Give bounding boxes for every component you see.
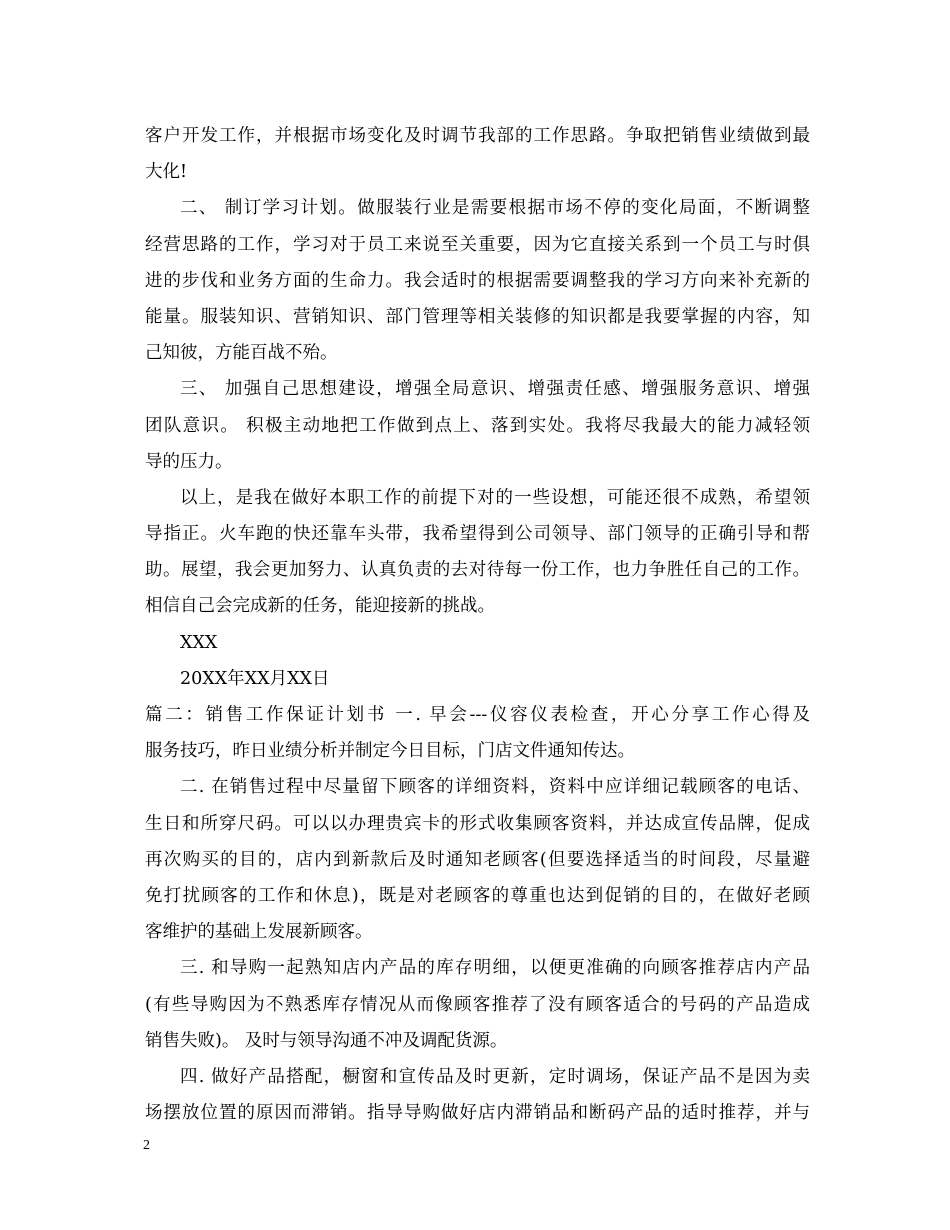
text-line: 能量。服装知识、营销知识、部门管理等相关装修的知识都是我要掌握的内容，知 (145, 306, 810, 327)
text-line: 四. 做好产品搭配，橱窗和宣传品及时更新，定时调场，保证产品不是因为卖 (180, 1066, 810, 1087)
text-line: 免打扰顾客的工作和休息)，既是对老顾客的尊重也达到促销的目的，在做好老顾 (145, 885, 810, 906)
text-line: 场摆放位置的原因而滞销。指导导购做好店内滞销品和断码产品的适时推荐，并与 (145, 1103, 810, 1124)
text-line: 进的步伐和业务方面的生命力。我会适时的根据需要调整我的学习方向来补充新的 (145, 270, 810, 291)
text-line: 导的压力。 (145, 451, 233, 472)
text-line: 助。展望，我会更加努力、认真负责的去对待每一份工作，也力争胜任自己的工作。 (145, 560, 810, 581)
page-number: 2 (143, 1138, 150, 1153)
text-line: (有些导购因为不熟悉库存情况从而像顾客推荐了没有顾客适合的号码的产品造成 (145, 994, 810, 1015)
document-body (145, 118, 810, 1131)
signature-name: XXX (180, 632, 218, 653)
section-heading-line: 三、 加强自己思想建设，增强全局意识、增强责任感、增强服务意识、增强 (180, 379, 810, 400)
text-line: 生日和所穿尺码。可以以办理贵宾卡的形式收集顾客资料，并达成宣传品牌，促成 (145, 813, 810, 834)
section-title-line: 篇二：销售工作保证计划书 一. 早会---仪容仪表检查，开心分享工作心得及 (145, 705, 810, 725)
text-line: 客户开发工作，并根据市场变化及时调节我部的工作思路。争取把销售业绩做到最 (145, 126, 810, 146)
text-line: 再次购买的目的，店内到新款后及时通知老顾客(但要选择适当的时间段，尽量避 (145, 849, 810, 870)
text-line: 经营思路的工作，学习对于员工来说至关重要，因为它直接关系到一个员工与时俱 (145, 234, 810, 255)
text-line: 团队意识。 积极主动地把工作做到点上、落到实处。我将尽我最大的能力减轻领 (145, 415, 810, 436)
section-heading-line: 二、 制订学习计划。做服装行业是需要根据市场不停的变化局面，不断调整 (180, 198, 810, 219)
text-line: 己知彼，方能百战不殆。 (145, 343, 338, 364)
text-line: 导指正。火车跑的快还靠车头带，我希望得到公司领导、部门领导的正确引导和帮 (145, 524, 810, 545)
text-line: 服务技巧，昨日业绩分析并制定今日目标，门店文件通知传达。 (145, 741, 635, 762)
text-line: 相信自己会完成新的任务，能迎接新的挑战。 (145, 596, 495, 617)
text-line: 客维护的基础上发展新顾客。 (145, 922, 373, 943)
text-line: 二. 在销售过程中尽量留下顾客的详细资料，资料中应详细记载顾客的电话、 (180, 777, 810, 798)
text-line: 销售失败)。 及时与领导沟通不冲及调配货源。 (145, 1030, 508, 1051)
signature-date: 20XX年XX月XX日 (180, 668, 330, 689)
text-line: 以上，是我在做好本职工作的前提下对的一些设想，可能还很不成熟，希望领 (180, 487, 810, 508)
text-line: 大化! (145, 162, 188, 183)
text-line: 三. 和导购一起熟知店内产品的库存明细，以便更准确的向顾客推荐店内产品 (180, 958, 810, 979)
